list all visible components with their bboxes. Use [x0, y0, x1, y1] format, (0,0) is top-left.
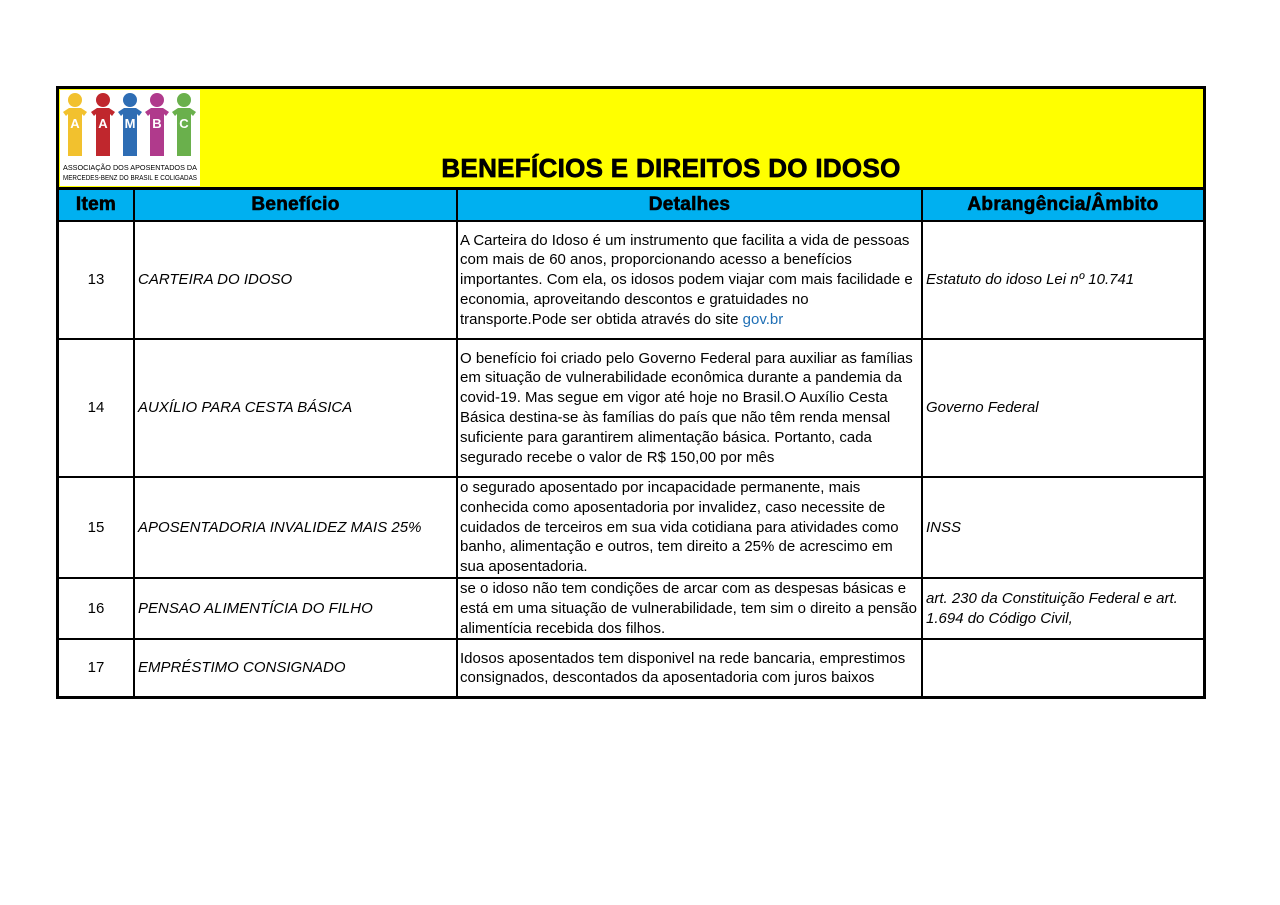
benefit-name: AUXÍLIO PARA CESTA BÁSICA	[134, 339, 457, 477]
logo-letter: A	[98, 116, 108, 131]
benefit-name: CARTEIRA DO IDOSO	[134, 221, 457, 339]
logo-caption-line1: ASSOCIAÇÃO DOS APOSENTADOS DA	[63, 163, 198, 172]
benefit-scope	[922, 639, 1203, 696]
table-row	[59, 477, 1203, 578]
table-header-row	[59, 190, 1203, 221]
benefit-scope: INSS	[922, 477, 1203, 578]
benefits-table	[59, 190, 1203, 696]
benefit-details: se o idoso não tem condições de arcar com as despesas básicas e está em uma situação de vulnerabilidade, tem sim o direito a pensão alimentícia recebida dos filhos.	[457, 578, 922, 639]
benefit-name: EMPRÉSTIMO CONSIGNADO	[134, 639, 457, 696]
page-title: BENEFÍCIOS E DIREITOS DO IDOSO	[441, 153, 901, 183]
column-header-details: Detalhes	[457, 190, 922, 221]
item-number: 14	[59, 339, 134, 477]
benefit-details: Idosos aposentados tem disponivel na rede bancaria, emprestimos consignados, descontados da aposentadoria com juros baixos	[457, 639, 922, 696]
table-row	[59, 578, 1203, 639]
benefit-scope: art. 230 da Constituição Federal e art. 1.694 do Código Civil,	[922, 578, 1203, 639]
benefit-name: APOSENTADORIA INVALIDEZ MAIS 25%	[134, 477, 457, 578]
column-header-scope: Abrangência/Âmbito	[922, 190, 1203, 221]
column-header-item: Item	[59, 190, 134, 221]
logo-caption-line2: MERCEDES-BENZ DO BRASIL E COLIGADAS	[63, 173, 197, 182]
details-text: A Carteira do Idoso é um instrumento que facilita a vida de pessoas com mais de 60 anos, proporcionando acesso a benefícios importantes. Com ela, os idosos podem viajar com mais facilidade e economia, aproveitando descontos e gratuidades no transporte.Pode ser obtida através do site	[460, 231, 913, 328]
logo-letter: C	[179, 116, 189, 131]
benefit-details: O benefício foi criado pelo Governo Federal para auxiliar as famílias em situação de vulnerabilidade econômica durante a pandemia da covid-19. Mas segue em vigor até hoje no Brasil.O Auxílio Cesta Básica destina-se às famílias do país que não têm renda mensal suficiente para garantirem alimentação básica. Portanto, cada segurado recebe o valor de R$ 150,00 por mês	[457, 339, 922, 477]
logo-letter: B	[152, 116, 162, 131]
column-header-benefit: Benefício	[134, 190, 457, 221]
item-number: 17	[59, 639, 134, 696]
item-number: 13	[59, 221, 134, 339]
benefit-scope: Estatuto do idoso Lei nº 10.741	[922, 221, 1203, 339]
table-row	[59, 339, 1203, 477]
benefit-details: o segurado aposentado por incapacidade permanente, mais conhecida como aposentadoria por invalidez, caso necessite de cuidados de terceiros em sua vida cotidiana para atividades como banho, alimentação e outros, tem direito a 25% de acrescimo em sua aposentadoria.	[457, 477, 922, 578]
benefit-scope: Governo Federal	[922, 339, 1203, 477]
logo-letter: M	[124, 116, 136, 131]
benefit-details	[457, 221, 922, 339]
item-number: 15	[59, 477, 134, 578]
table-row	[59, 221, 1203, 339]
table-row	[59, 639, 1203, 696]
item-number: 16	[59, 578, 134, 639]
logo-letter: A	[70, 116, 80, 131]
gov-br-link[interactable]: gov.br	[742, 310, 784, 328]
benefits-sheet	[56, 86, 1206, 699]
title-banner	[59, 89, 1203, 190]
benefit-name: PENSAO ALIMENTÍCIA DO FILHO	[134, 578, 457, 639]
